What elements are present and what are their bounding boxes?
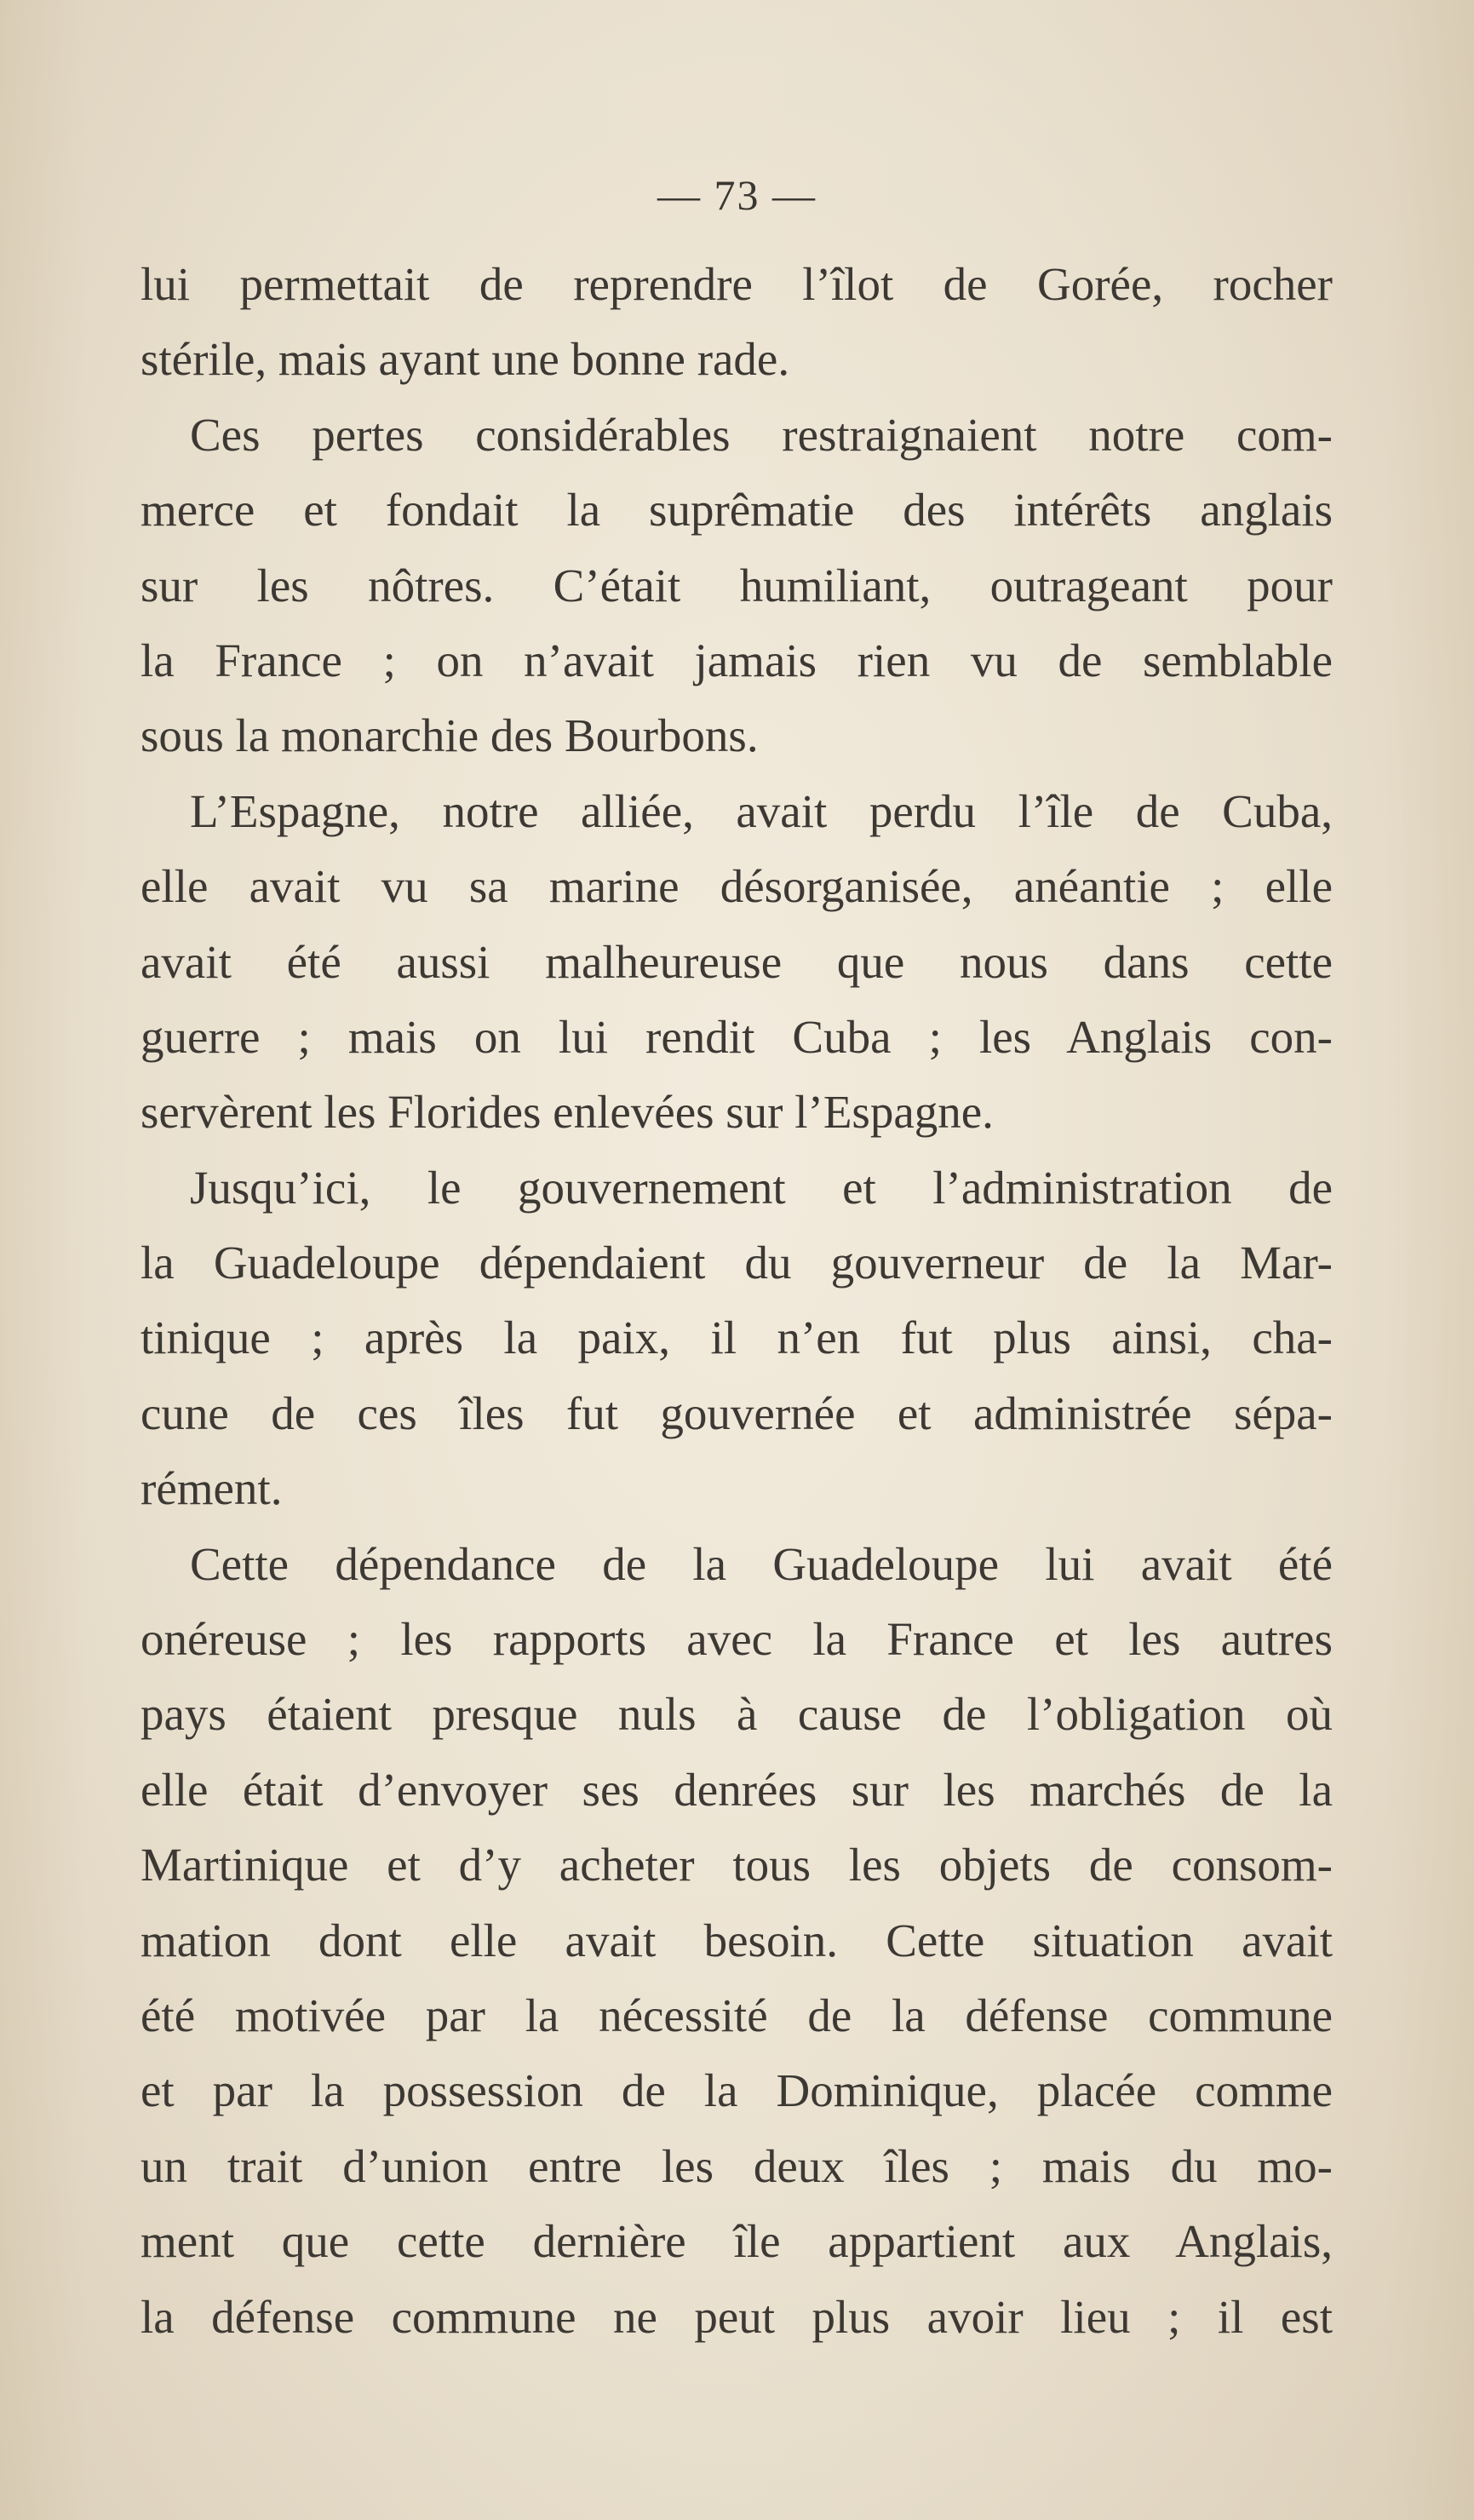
page-number: — 73 — — [657, 171, 817, 219]
text-line: la Guadeloupe dépendaient du gouverneur de la Mar- — [141, 1237, 1333, 1289]
text-line: mation dont elle avait besoin. Cette situation avait — [141, 1914, 1333, 1966]
text-line: servèrent les Florides enlevées sur l’Espagne. — [141, 1086, 994, 1139]
text-line: rément. — [141, 1462, 283, 1515]
text-line: Cette dépendance de la Guadeloupe lui avait été — [190, 1537, 1333, 1590]
text-line: tinique ; après la paix, il n’en fut plus ainsi, cha- — [141, 1312, 1333, 1364]
text-line: elle était d’envoyer ses denrées sur les marchés de la — [141, 1763, 1333, 1816]
text-line: pays étaient presque nuls à cause de l’obligation où — [141, 1688, 1333, 1741]
text-line: Jusqu’ici, le gouvernement et l’administration de — [190, 1161, 1333, 1214]
text-line: Ces pertes considérables restraignaient notre com- — [190, 408, 1333, 461]
text-line: stérile, mais ayant une bonne rade. — [141, 333, 790, 386]
text-line: Martinique et d’y acheter tous les objets de consom- — [141, 1839, 1333, 1891]
text-line: sur les nôtres. C’était humiliant, outrageant pour — [141, 559, 1333, 611]
text-line: été motivée par la nécessité de la défense commune — [141, 1989, 1333, 2041]
text-line: cune de ces îles fut gouvernée et administrée sépa- — [141, 1386, 1333, 1439]
text-line: la défense commune ne peut plus avoir lieu ; il est — [141, 2290, 1333, 2343]
text-line: la France ; on n’avait jamais rien vu de semblable — [141, 634, 1333, 686]
text-line: sous la monarchie des Bourbons. — [141, 709, 759, 762]
text-line: avait été aussi malheureuse que nous dans cette — [141, 935, 1333, 988]
text-line: merce et fondait la suprêmatie des intérêts anglais — [141, 484, 1333, 537]
text-line: elle avait vu sa marine désorganisée, anéantie ; elle — [141, 860, 1333, 913]
text-line: onéreuse ; les rapports avec la France et les autres — [141, 1613, 1333, 1666]
body-text — [141, 247, 1333, 2355]
text-line: et par la possession de la Dominique, placée comme — [141, 2064, 1333, 2117]
text-line: lui permettait de reprendre l’îlot de Gorée, rocher — [141, 258, 1333, 310]
text-line: un trait d’union entre les deux îles ; mais du mo- — [141, 2139, 1333, 2192]
text-line: guerre ; mais on lui rendit Cuba ; les Anglais con- — [141, 1010, 1333, 1063]
text-line: L’Espagne, notre alliée, avait perdu l’île de Cuba, — [190, 784, 1333, 837]
text-line: ment que cette dernière île appartient aux Anglais, — [141, 2215, 1333, 2268]
